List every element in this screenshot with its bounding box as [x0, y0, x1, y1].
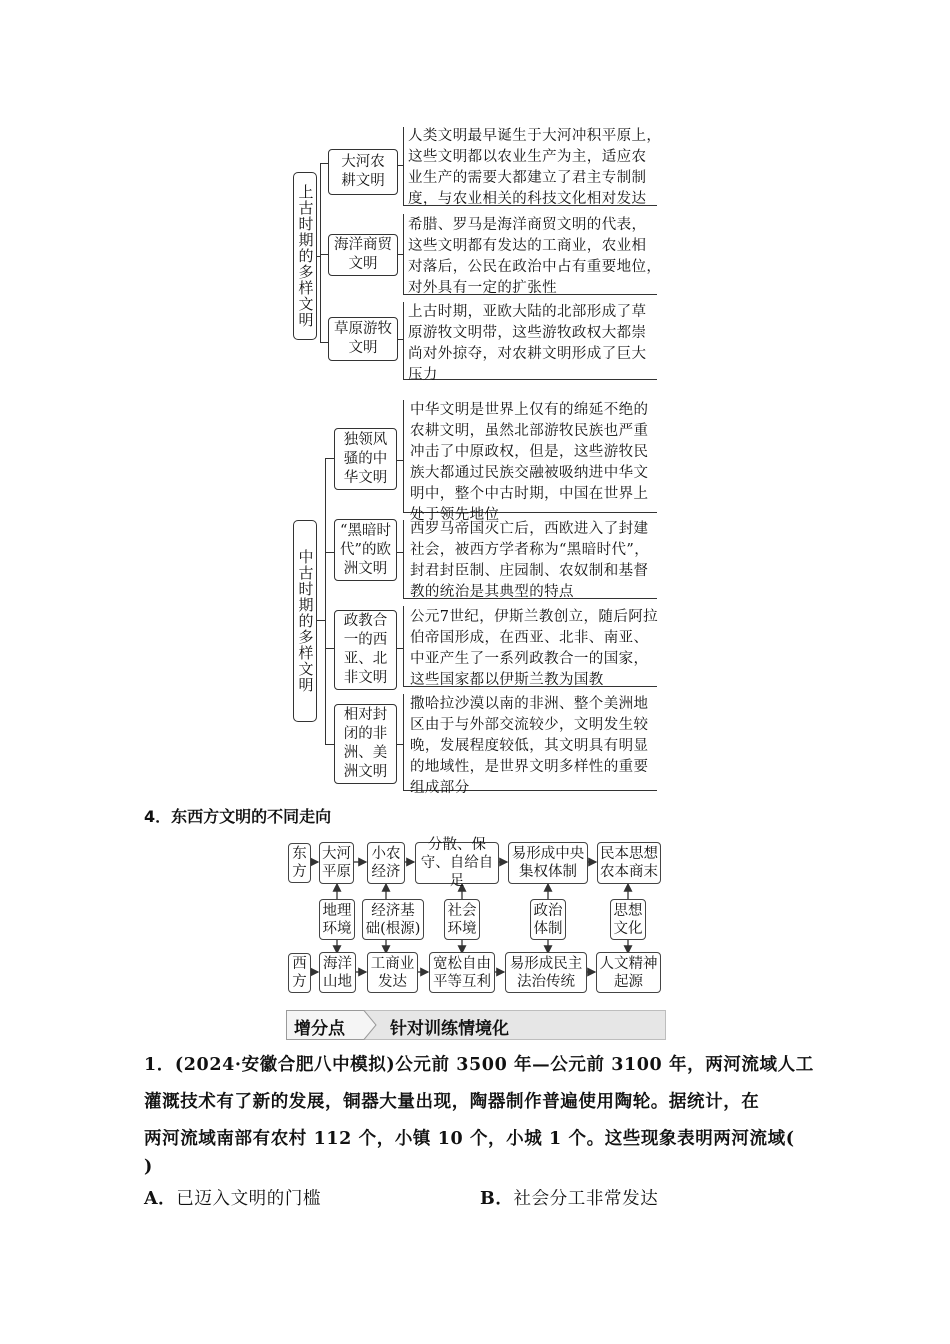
- section-banner: [286, 1010, 666, 1040]
- question-line: 两河流域南部有农村 112 个，小镇 10 个，小城 1 个。这些现象表明两河流域(: [144, 1129, 795, 1149]
- option-b[interactable]: [480, 1180, 658, 1218]
- question-source: (2024·安徽合肥八中模拟): [174, 1055, 396, 1075]
- question-line: ): [144, 1157, 153, 1177]
- east-step: 分散、保守、自给自足: [415, 842, 499, 884]
- question-text: 公元前 3500 年—公元前 3100 年，两河流域人工: [395, 1055, 814, 1075]
- medieval-item-desc: 公元7世纪，伊斯兰教创立，随后阿拉 伯帝国形成，在西亚、北非、南亚、 中亚产生了一系列政教合一的国家， 这些国家都以伊斯兰教为国教: [410, 609, 659, 688]
- option-a[interactable]: [144, 1180, 321, 1218]
- east-label: 东方: [288, 843, 311, 883]
- option-key: A．: [144, 1189, 177, 1209]
- ancient-item-label: 草原游牧文明: [334, 321, 392, 356]
- medieval-title: 中古时期的多样文明: [296, 549, 315, 693]
- west-label: 西方: [288, 953, 311, 993]
- option-text: 社会分工非常发达: [513, 1189, 659, 1209]
- east-step: 大河平原: [319, 842, 354, 884]
- ancient-item-label: 海洋商贸文明: [334, 237, 392, 272]
- ancient-item-desc: 上古时期，亚欧大陆的北部形成了草 原游牧文明带，这些游牧政权大都崇 尚对外掠夺，对农耕文明形成了巨大 压力: [408, 304, 647, 383]
- medieval-item-label: “黑暗时 代”的欧 洲文明: [340, 522, 391, 577]
- east-step: 小农经济: [367, 842, 405, 884]
- medieval-item-desc: 中华文明是世界上仅有的绵延不绝的 农耕文明，虽然北部游牧民族也严重 冲击了中原政权，但是，这些游牧民 族大都通过民族交融被吸纳进中华文 明中，整个中古时期，中国在世界上 处于领先地位: [410, 402, 649, 523]
- west-step: 海洋山地: [319, 952, 356, 993]
- medieval-item-desc: 西罗马帝国灭亡后，西欧进入了封建 社会，被西方学者称为“黑暗时代”， 封君封臣制、庄园制、农奴制和基督 教的统治是其典型的特点: [410, 521, 650, 600]
- medieval-item-label: 政教合 一的西 亚、北 非文明: [343, 613, 388, 686]
- west-step: 工商业发达: [367, 952, 418, 993]
- factor-box: 地理环境: [319, 899, 355, 940]
- ancient-item-desc: 希腊、罗马是海洋商贸文明的代表， 这些文明都有发达的工商业，农业相 对落后，公民在政治中占有重要地位， 对外具有一定的扩张性: [408, 217, 662, 296]
- factor-box: 经济基础(根源): [362, 899, 424, 940]
- factor-box: 政治体制: [530, 899, 566, 940]
- option-key: B．: [480, 1189, 514, 1209]
- ancient-item-desc: 人类文明最早诞生于大河冲积平原上， 这些文明都以农业生产为主，适应农 业生产的需要大都建立了君主专制制 度，与农业相关的科技文化相对发达: [408, 128, 662, 207]
- medieval-item-label: 相对封 闭的非 洲、美 洲文明: [343, 707, 388, 780]
- question-line: [144, 1046, 814, 1084]
- factor-box: 思想文化: [610, 899, 646, 940]
- medieval-item-desc: 撒哈拉沙漠以南的非洲、整个美洲地 区由于与外部交流较少，文明发生较 晚，发展程度较低，其文明具有明显 的地域性，是世界文明多样性的重要 组成部分: [410, 696, 649, 796]
- medieval-item-label: 独领风 骚的中 华文明: [343, 431, 388, 486]
- option-text: 已迈入文明的门槛: [176, 1189, 322, 1209]
- question-line: 灌溉技术有了新的发展，铜器大量出现，陶器制作普遍使用陶轮。据统计，在: [144, 1092, 760, 1112]
- east-step: 民本思想农本商末: [597, 842, 661, 884]
- west-step: 易形成民主法治传统: [505, 952, 587, 993]
- banner-right-label: 针对训练情境化: [390, 1019, 509, 1039]
- question-number: 1．: [144, 1055, 175, 1075]
- west-step: 宽松自由平等互利: [429, 952, 495, 993]
- ancient-item-label: 大河农耕文明: [341, 154, 385, 189]
- ancient-title: 上古时期的多样文明: [296, 184, 315, 328]
- factor-box: 社会环境: [444, 899, 480, 940]
- west-step: 人文精神起源: [596, 952, 661, 993]
- east-step: 易形成中央集权体制: [508, 842, 588, 884]
- section-heading: 4．东西方文明的不同走向: [144, 807, 332, 826]
- banner-left-label: 增分点: [294, 1019, 345, 1039]
